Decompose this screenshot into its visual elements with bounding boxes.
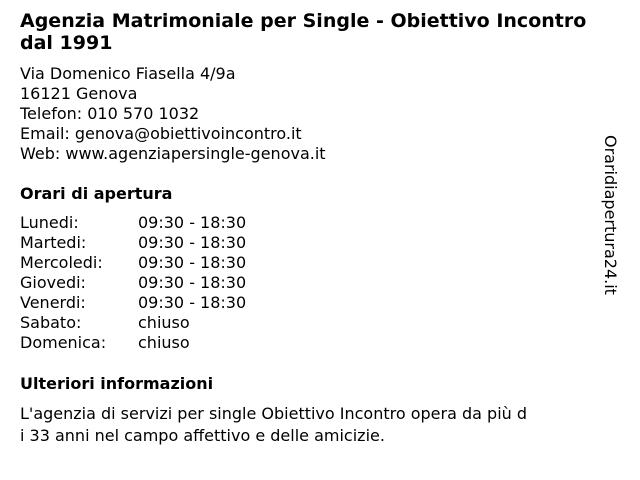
hours-row-wednesday (20, 253, 246, 273)
day-hours: 09:30 - 18:30 (138, 233, 247, 252)
day-hours: 09:30 - 18:30 (138, 253, 247, 272)
day-hours: 09:30 - 18:30 (138, 213, 247, 232)
day-hours: chiuso (138, 313, 190, 332)
more-info-heading: Ulteriori informazioni (20, 374, 214, 393)
day-label: Domenica: (20, 333, 107, 352)
day-label: Lunedi: (20, 213, 79, 232)
city-postal-code: 16121 Genova (20, 84, 138, 103)
watermark (600, 135, 640, 310)
hours-row-monday (20, 213, 246, 233)
day-label: Sabato: (20, 313, 82, 332)
day-hours: chiuso (138, 333, 190, 352)
address-block (20, 64, 326, 164)
day-hours: 09:30 - 18:30 (138, 293, 247, 312)
hours-row-friday (20, 293, 246, 313)
email-address: Email: genova@obiettivoincontro.it (20, 124, 302, 143)
street-address: Via Domenico Fiasella 4/9a (20, 64, 236, 83)
phone-number: Telefon: 010 570 1032 (20, 104, 200, 123)
hours-row-tuesday (20, 233, 246, 253)
day-hours: 09:30 - 18:30 (138, 273, 247, 292)
day-label: Venerdi: (20, 293, 86, 312)
day-label: Giovedi: (20, 273, 86, 292)
day-label: Mercoledi: (20, 253, 103, 272)
opening-hours-table (20, 213, 246, 353)
website-address: Web: www.agenziapersingle-genova.it (20, 144, 326, 163)
watermark-text: Oraridiapertura24.it (601, 135, 620, 295)
hours-row-sunday (20, 333, 246, 353)
day-label: Martedi: (20, 233, 87, 252)
hours-row-saturday (20, 313, 246, 333)
opening-hours-heading: Orari di apertura (20, 184, 173, 203)
page-title: Agenzia Matrimoniale per Single - Obiettivo Incontro dal 1991 (20, 10, 587, 54)
hours-row-thursday (20, 273, 246, 293)
more-info-text: L'agenzia di servizi per single Obiettivo Incontro opera da più d i 33 anni nel campo affettivo e delle amicizie. (20, 404, 528, 445)
